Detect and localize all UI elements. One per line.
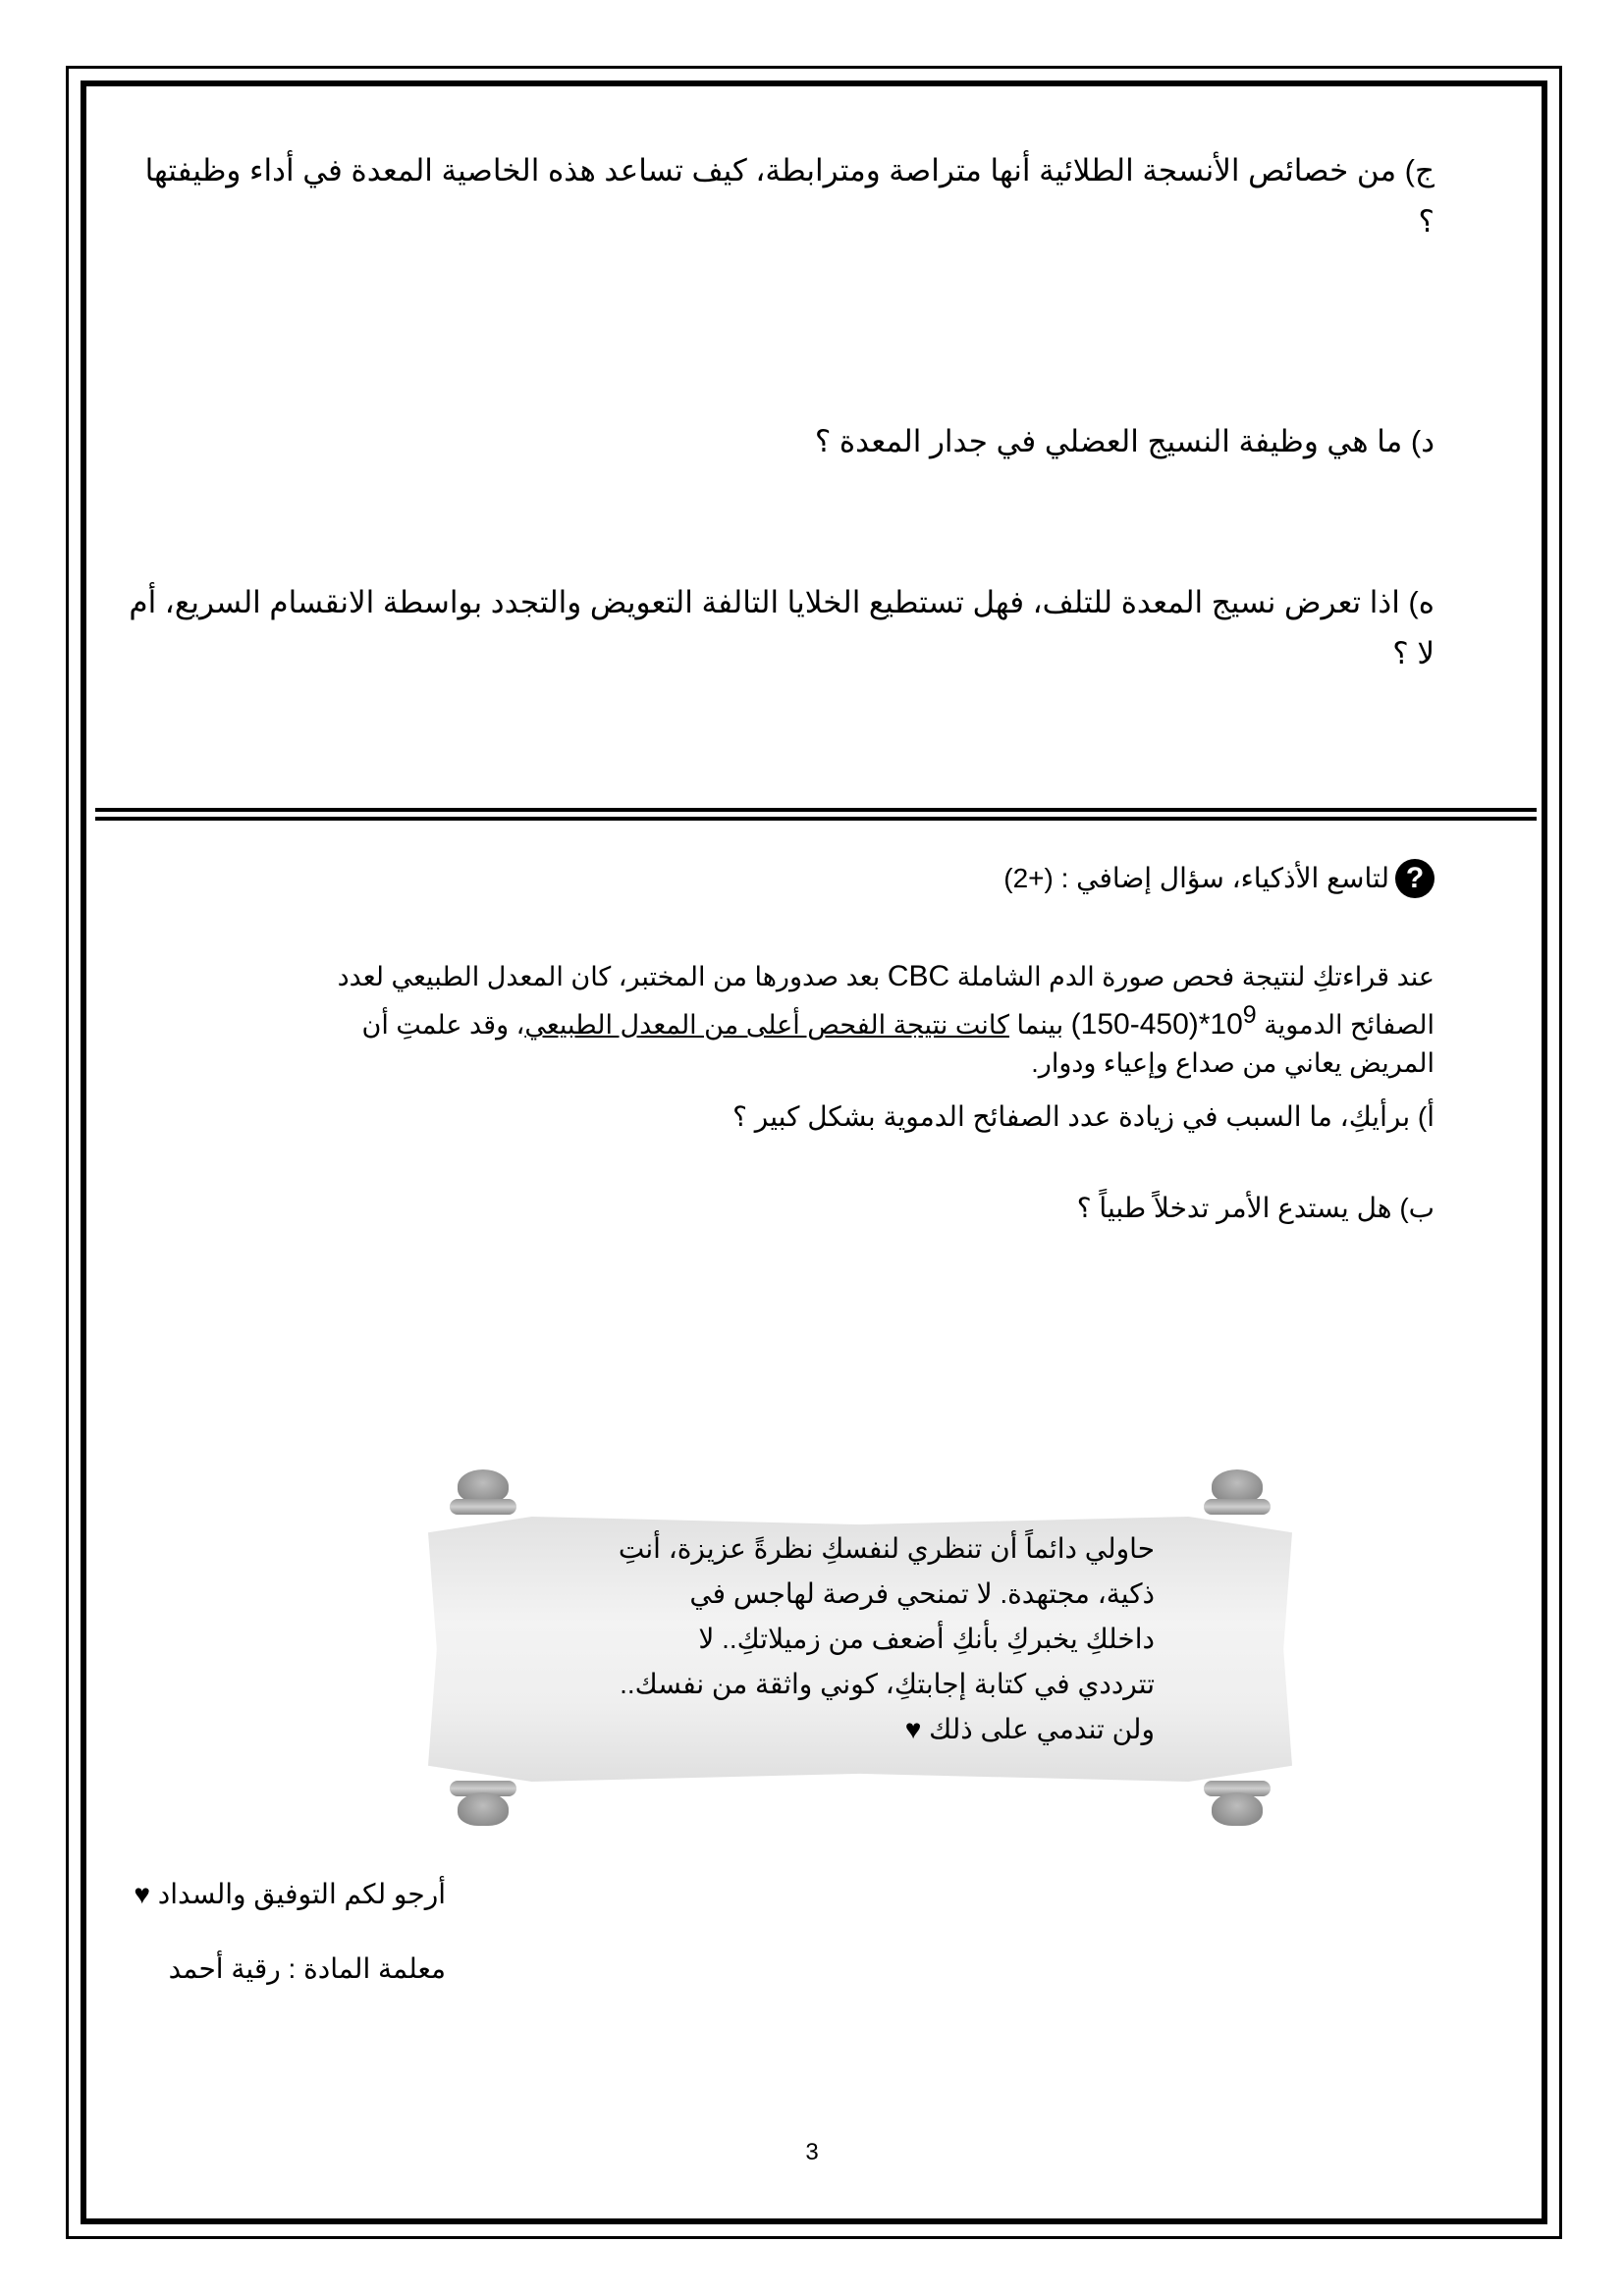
- page-number: 3: [805, 2139, 819, 2165]
- range-exponent: 9: [1242, 1001, 1257, 1029]
- scroll-line: [566, 1707, 1155, 1752]
- question-h: ه) اذا تعرض نسيج المعدة للتلف، فهل تستطيع الخلايا التالفة التعويض والتجدد بواسطة الانقسام السريع، أم لا ؟: [129, 585, 1435, 670]
- bonus-line-2-start: الصفائح الدموية: [1264, 1010, 1435, 1040]
- bonus-line-3: المريض يعاني من صداع وإعياء ودوار.: [1031, 1048, 1435, 1078]
- scroll-line-5-text: ولن تندمي على ذلك: [929, 1714, 1155, 1744]
- scroll-line: داخلكِ يخبركِ بأنكِ أضعف من زميلاتكِ.. لا: [698, 1624, 1155, 1654]
- bonus-underlined-result: كانت نتيجة الفحص أعلى من المعدل الطبيعي: [524, 1010, 1009, 1040]
- bonus-line-1-end: بعد صدورها من المختبر، كان المعدل الطبيعي لعدد: [337, 962, 881, 991]
- question-circle-icon: ?: [1395, 859, 1435, 898]
- question-d: د) ما هي وظيفة النسيج العضلي في جدار المعدة ؟: [814, 424, 1435, 458]
- scroll-line: ذكية، مجتهدة. لا تمنحي فرصة لهاجس في: [689, 1578, 1155, 1609]
- scroll-line: حاولي دائماً أن تنظري لنفسكِ نظرةً عزيزة، أنتِ: [618, 1533, 1155, 1564]
- scroll-cap: [458, 1469, 509, 1503]
- scroll-cap: [458, 1792, 509, 1826]
- question-c: ج) من خصائص الأنسجة الطلائية أنها متراصة ومترابطة، كيف تساعد هذه الخاصية المعدة في أداء وظيفتها ؟: [144, 153, 1435, 239]
- scroll-rod-left: [450, 1469, 516, 1826]
- scroll-message: [566, 1526, 1155, 1752]
- heart-icon: ♥: [134, 1879, 150, 1909]
- closing-wish: [53, 1874, 446, 1915]
- cbc-term: CBC: [887, 960, 950, 992]
- bonus-line-1-start: عند قراءتكِ لنتيجة فحص صورة الدم الشاملة: [956, 962, 1435, 991]
- section-divider-bottom: [95, 817, 1537, 821]
- scroll-line: تترددي في كتابة إجابتكِ، كوني واثقة من نفسك..: [620, 1669, 1155, 1699]
- heart-icon: ♥: [904, 1714, 922, 1744]
- bonus-title-text: لتاسع الأذكياء، سؤال إضافي : (+2): [1003, 863, 1389, 893]
- platelet-normal-range: [1070, 1001, 1257, 1041]
- closing-wish-text: أرجو لكم التوفيق والسداد: [157, 1879, 446, 1909]
- scroll-stick: [1204, 1499, 1271, 1515]
- bonus-question-body: [129, 957, 1435, 1083]
- bonus-line-2-end: ، وقد علمتِ أن: [361, 1010, 525, 1040]
- range-base: (150-450)*10: [1070, 1008, 1243, 1041]
- section-divider-top: [95, 808, 1537, 812]
- bonus-question-a: أ) برأيكِ، ما السبب في زيادة عدد الصفائح الدموية بشكل كبير ؟: [732, 1101, 1435, 1132]
- scroll-rod-right: [1204, 1469, 1271, 1826]
- bonus-line-2: [129, 996, 1435, 1044]
- bonus-line-2-mid: بينما: [1016, 1010, 1064, 1040]
- bonus-question-title: [129, 854, 1435, 903]
- bonus-line-1: [129, 957, 1435, 996]
- teacher-signature: معلمة المادة : رقية أحمد: [168, 1953, 446, 1984]
- bonus-question-b: ب) هل يستدع الأمر تدخلاً طبياً ؟: [1076, 1193, 1435, 1223]
- motivation-scroll: [428, 1469, 1292, 1826]
- scroll-cap: [1212, 1792, 1263, 1826]
- scroll-stick: [450, 1499, 516, 1515]
- scroll-cap: [1212, 1469, 1263, 1503]
